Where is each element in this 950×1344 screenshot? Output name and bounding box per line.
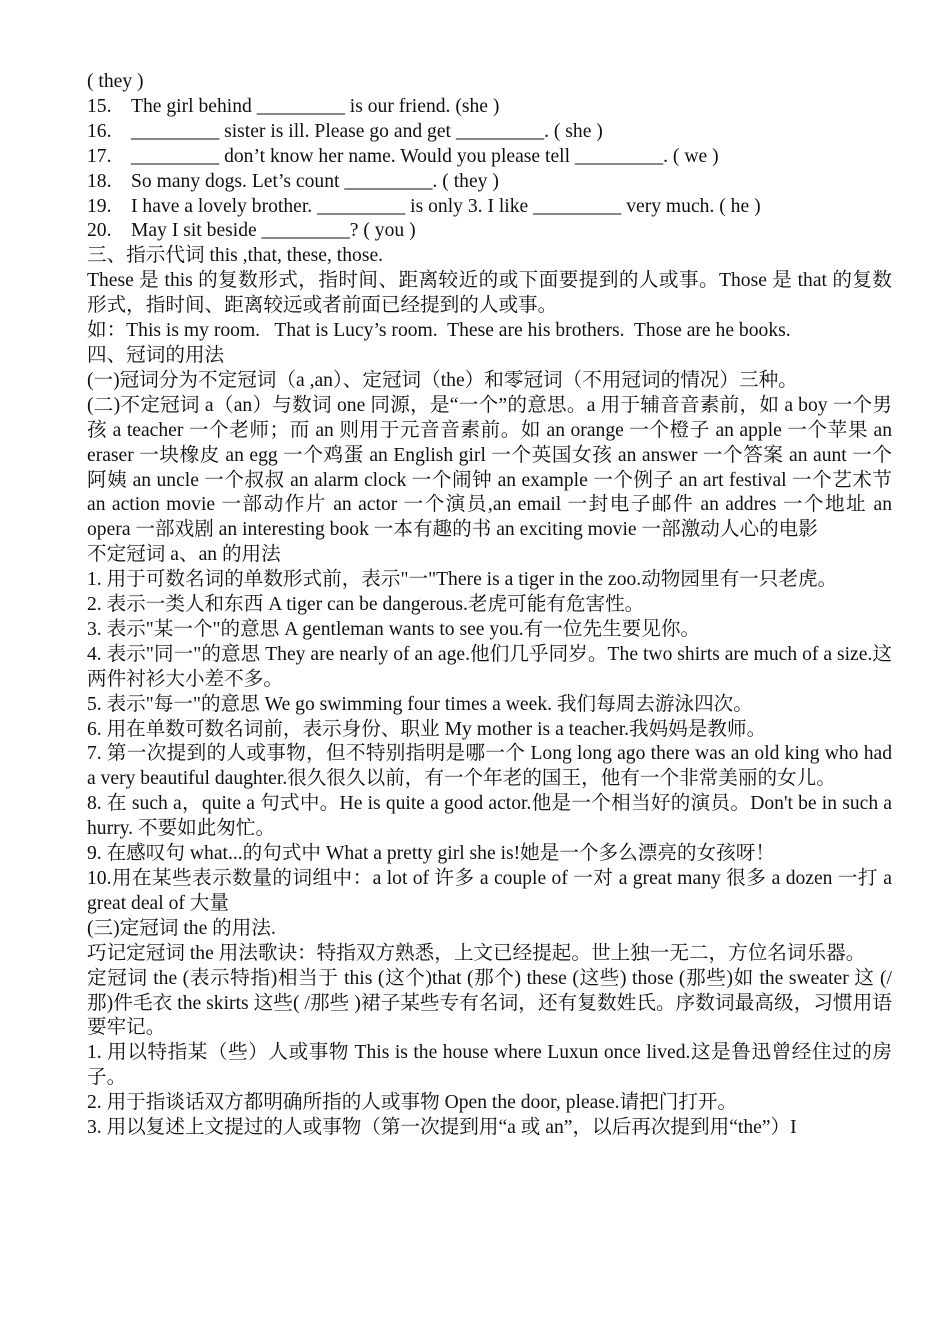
usage-item: 8. 在 such a，quite a 句式中。He is quite a good actor.他是一个相当好的演员。Don't be in such a hurry. 不要如此匆忙。 [87, 793, 892, 840]
exercise-number: 18. [87, 170, 112, 192]
demonstratives-paragraph: These 是 this 的复数形式，指时间、距离较近的或下面要提到的人或事。Those 是 that 的复数形式，指时间、距离较远或者前面已经提到的人或事。 [87, 270, 892, 317]
exercise-number: 16. [87, 120, 112, 142]
usage-item: 3. 用以复述上文提过的人或事物（第一次提到用“a 或 an”，以后再次提到用“the”）I [87, 1117, 797, 1139]
exercise-text: _________ don’t know her name. Would you please tell _________. ( we ) [131, 145, 719, 167]
exercise-item [87, 95, 892, 120]
usage-item: 1. 用以特指某（些）人或事物 This is the house where Luxun once lived.这是鲁迅曾经住过的房子。 [87, 1042, 892, 1089]
usage-item: 2. 用于指谈话双方都明确所指的人或事物 Open the door, please.请把门打开。 [87, 1092, 738, 1114]
articles-intro: (一)冠词分为不定冠词（a ,an）、定冠词（the）和零冠词（不用冠词的情况）三种。 [87, 369, 798, 391]
exercise-number: 15. [87, 95, 112, 117]
exercise-text: May I sit beside _________? ( you ) [131, 220, 416, 242]
indefinite-article-paragraph: (二)不定冠词 a（an）与数词 one 同源，是“一个”的意思。a 用于辅音音素前，如 a boy 一个男孩 a teacher 一个老师；而 an 则用于元音音素前。如 an orange 一个橙子 an apple 一个苹果 an eraser 一块橡皮 an egg 一个鸡蛋 an English girl 一个英国女孩 an answer 一个答案 an aunt 一个阿姨 an uncle 一个叔叔 an alarm clock 一个闹钟 an example 一个例子 an art festival 一个艺术节 an action movie 一部动作片 an actor 一个演员,an email 一封电子邮件 an addres 一个地址 an opera 一部戏剧 an interesting book 一本有趣的书 an exciting movie 一部激动人心的电影 [87, 394, 892, 541]
exercise-item [87, 145, 892, 170]
usage-item: 1. 用于可数名词的单数形式前，表示"一"There is a tiger in the zoo.动物园里有一只老虎。 [87, 569, 838, 591]
definite-article-heading: (三)定冠词 the 的用法. [87, 917, 276, 939]
exercise-number: 20. [87, 220, 112, 242]
exercise-lead: ( they ) [87, 71, 144, 92]
definite-usage-list [87, 1041, 892, 1141]
section-heading-demonstratives: 三、指示代词 this ,that, these, those. [87, 245, 384, 267]
exercise-item [87, 219, 892, 244]
exercise-list [87, 95, 892, 244]
exercise-text: I have a lovely brother. _________ is only 3. I like _________ very much. ( he ) [131, 195, 761, 217]
exercise-text: The girl behind _________ is our friend. (she ) [131, 95, 500, 117]
exercise-text: _________ sister is ill. Please go and get _________. ( she ) [131, 120, 603, 142]
demonstratives-example: 如：This is my room. That is Lucy’s room. These are his brothers. Those are he books. [87, 320, 791, 342]
exercise-item [87, 170, 892, 195]
definite-mnemonic: 巧记定冠词 the 用法歌诀：特指双方熟悉，上文已经提起。世上独一无二，方位名词乐器。 [87, 942, 866, 964]
usage-item: 10.用在某些表示数量的词组中：a lot of 许多 a couple of 一对 a great many 很多 a dozen 一打 a great deal of 大量 [87, 868, 892, 914]
usage-item: 2. 表示一类人和东西 A tiger can be dangerous.老虎可能有危害性。 [87, 594, 645, 616]
definite-explanation: 定冠词 the (表示特指)相当于 this (这个)that (那个) these (这些) those (那些)如 the sweater 这 (/那)件毛衣 the skirts 这些( /那些 )裙子某些专有名词，还有复数姓氏。序数词最高级，习惯用语要牢记。 [87, 967, 892, 1039]
indefinite-usage-heading: 不定冠词 a、an 的用法 [87, 544, 281, 566]
usage-item: 6. 用在单数可数名词前，表示身份、职业 My mother is a teacher.我妈妈是教师。 [87, 718, 767, 740]
exercise-number: 17. [87, 145, 112, 167]
usage-item: 3. 表示"某一个"的意思 A gentleman wants to see you.有一位先生要见你。 [87, 618, 701, 640]
usage-item: 9. 在感叹句 what...的句式中 What a pretty girl she is!她是一个多么漂亮的女孩呀！ [87, 843, 775, 865]
usage-item: 5. 表示"每一"的意思 We go swimming four times a week. 我们每周去游泳四次。 [87, 693, 753, 715]
exercise-item [87, 195, 892, 220]
indefinite-usage-list [87, 568, 892, 917]
exercise-text: So many dogs. Let’s count _________. ( they ) [131, 170, 499, 192]
usage-item: 4. 表示"同一"的意思 They are nearly of an age.他们几乎同岁。The two shirts are much of a size.这两件衬衫大小差不多。 [87, 643, 892, 690]
section-heading-articles: 四、冠词的用法 [87, 344, 225, 366]
exercise-item [87, 120, 892, 145]
exercise-number: 19. [87, 195, 112, 217]
usage-item: 7. 第一次提到的人或事物，但不特别指明是哪一个 Long long ago there was an old king who had a very beautiful daughter.很久很久以前，有一个年老的国王，他有一个非常美丽的女儿。 [87, 743, 892, 790]
